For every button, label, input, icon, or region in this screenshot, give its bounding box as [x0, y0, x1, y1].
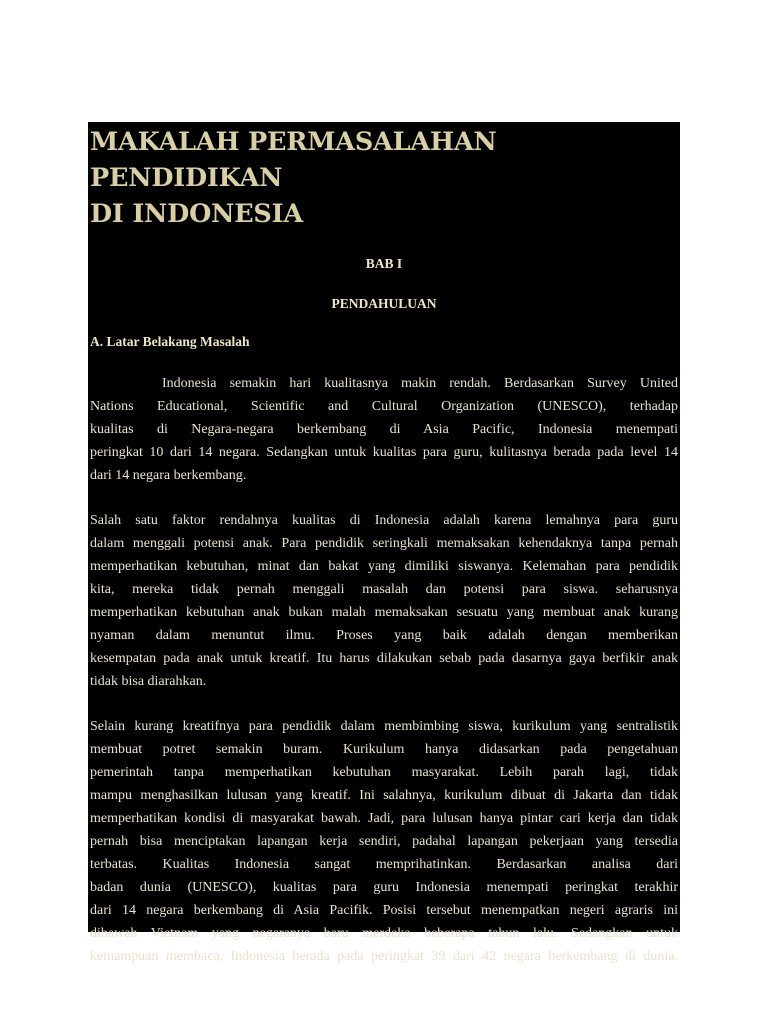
paragraph-line: pemerintah tanpa memperhatikan kebutuhan masyarakat. Lebih parah lagi, tidak [90, 765, 678, 780]
paragraph-line: pernah bisa menciptakan lapangan kerja sendiri, padahal lapangan pekerjaan yang tersedia [90, 834, 678, 849]
paragraph-line: membuat potret semakin buram. Kurikulum hanya didasarkan pada pengetahuan [90, 742, 678, 757]
paragraph-line: memperhatikan kondisi di masyarakat bawah. Jadi, para lulusan hanya pintar cari kerja dan tidak [90, 811, 678, 826]
paragraph-line: memperhatikan kebutuhan anak bukan malah memaksakan sesuatu yang membuat anak kurang [90, 605, 678, 620]
paragraph-line: kesempatan pada anak untuk kreatif. Itu harus dilakukan sebab pada dasarnya gaya berfikir anak [90, 651, 678, 666]
paragraph-1 [90, 372, 678, 487]
paragraph-line: dibawah Vietnam yang negaranya baru merdeka beberapa tahun lalu. Sedangkan untuk [90, 926, 678, 941]
paragraph-3 [90, 715, 678, 968]
paragraph-line: dari 14 negara berkembang di Asia Pacifik. Posisi tersebut menempatkan negeri agraris ini [90, 903, 678, 918]
paragraph-line: memperhatikan kebutuhan, minat dan bakat yang dimiliki siswanya. Kelemahan para pendidik [90, 559, 678, 574]
paragraph-line: Selain kurang kreatifnya para pendidik dalam membimbing siswa, kurikulum yang sentralistik [90, 719, 678, 734]
paragraph-line: tidak bisa diarahkan. [90, 674, 207, 689]
paragraph-line: Indonesia semakin hari kualitasnya makin rendah. Berdasarkan Survey United [162, 376, 678, 391]
title-line-1: MAKALAH PERMASALAHAN PENDIDIKAN [90, 127, 497, 193]
paragraph-line: Nations Educational, Scientific and Cultural Organization (UNESCO), terhadap [90, 399, 678, 414]
paragraph-line: dari 14 negara berkembang. [90, 468, 247, 483]
paragraph-line: badan dunia (UNESCO), kualitas para guru Indonesia menempati peringkat terakhir [90, 880, 678, 895]
paragraph-line: dalam menggali potensi anak. Para pendidik seringkali memaksakan kehendaknya tanpa pernah [90, 536, 678, 551]
paragraph-line: kualitas di Negara-negara berkembang di Asia Pacific, Indonesia menempati [90, 422, 678, 437]
document-block [88, 122, 680, 964]
paragraph-2 [90, 509, 678, 693]
document-title [90, 122, 678, 232]
paragraph-line: Salah satu faktor rendahnya kualitas di Indonesia adalah karena lemahnya para guru [90, 513, 678, 528]
paragraph-line: kita, mereka tidak pernah menggali masalah dan potensi para siswa. seharusnya [90, 582, 678, 597]
title-line-2: DI INDONESIA [90, 199, 303, 229]
paragraph-line: kemampuan membaca, Indonesia berada pada peringkat 39 dari 42 negara berkembang di dunia. [90, 949, 678, 964]
paragraph-line: terbatas. Kualitas Indonesia sangat memprihatinkan. Berdasarkan analisa dari [90, 857, 678, 872]
paragraph-line: peringkat 10 dari 14 negara. Sedangkan untuk kualitas para guru, kulitasnya berada pada level 14 [90, 445, 678, 460]
paragraph-line: nyaman dalam menuntut ilmu. Proses yang baik adalah dengan memberikan [90, 628, 678, 643]
paragraph-line: mampu menghasilkan lulusan yang kreatif. Ini salahnya, kurikulum dibuat di Jakarta dan tidak [90, 788, 678, 803]
chapter-subtitle: PENDAHULUAN [331, 296, 437, 311]
chapter-heading: BAB I [365, 256, 403, 271]
section-heading-a: A. Latar Belakang Masalah [90, 334, 250, 349]
